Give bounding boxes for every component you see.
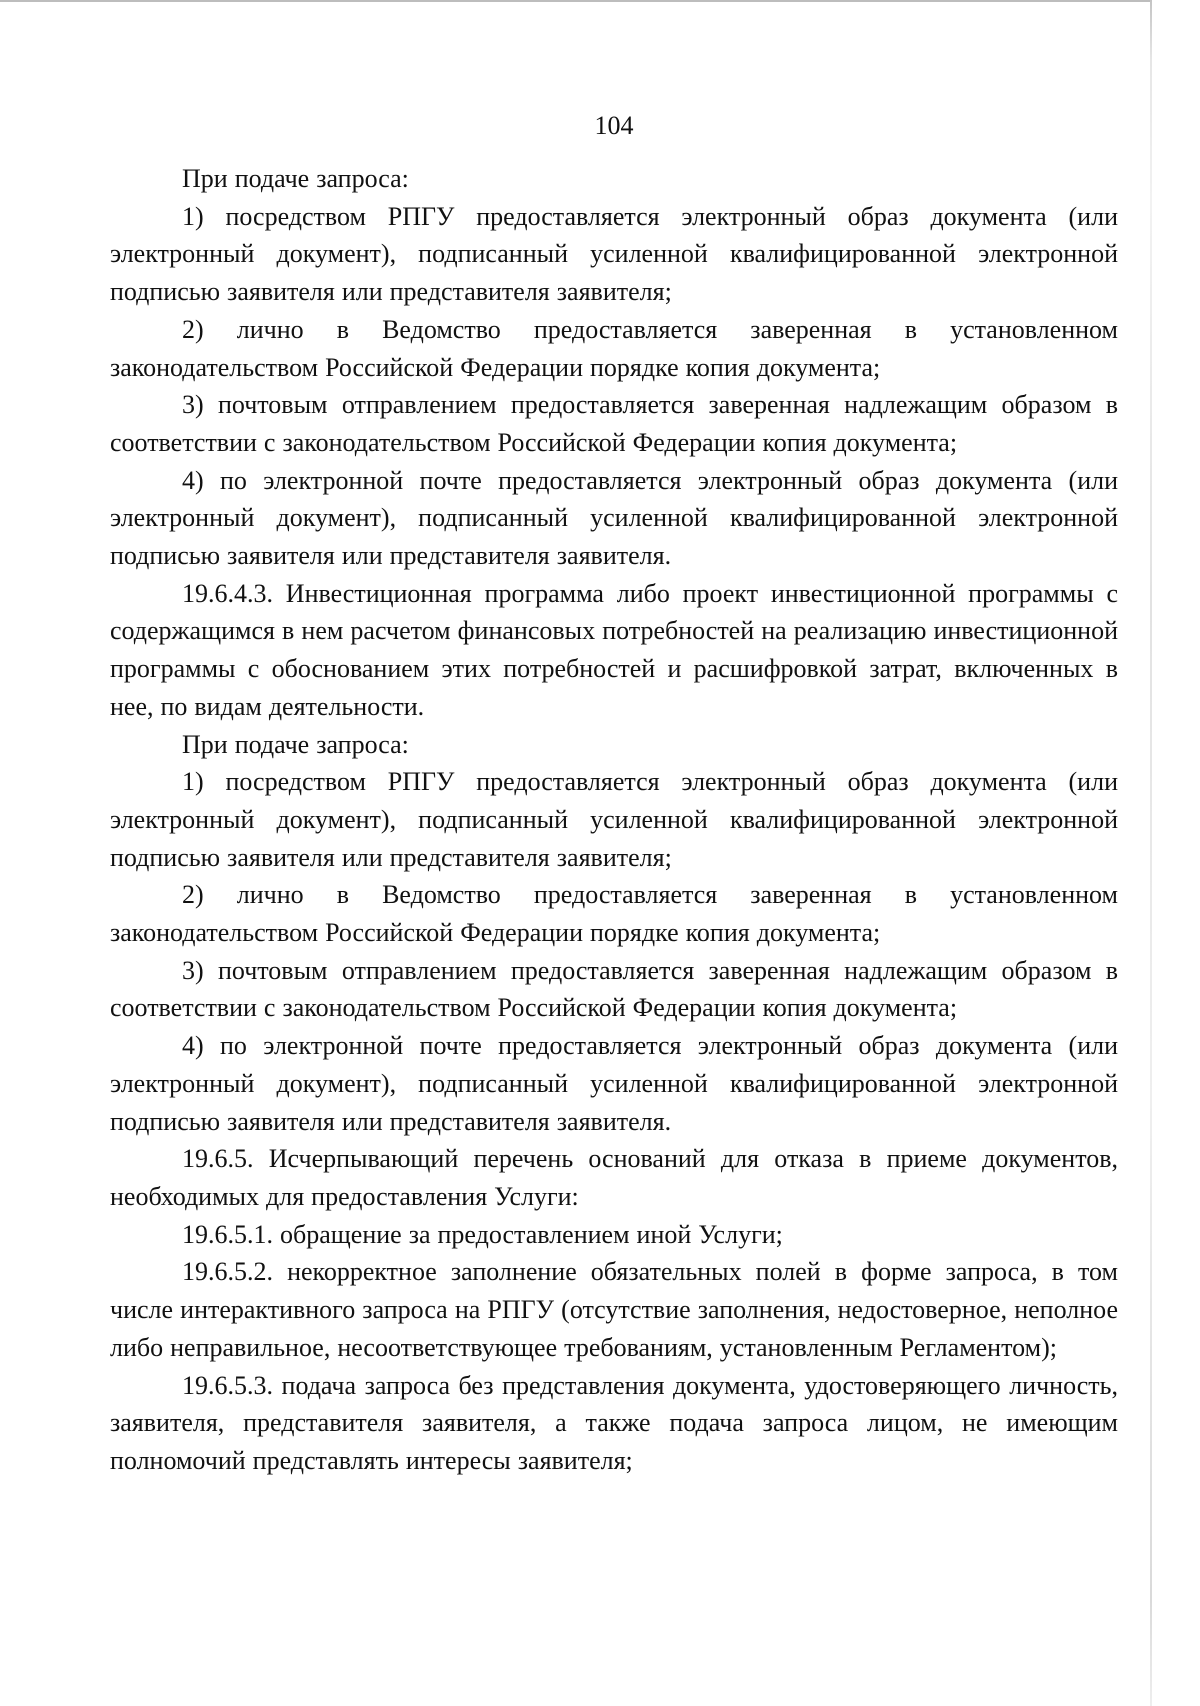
paragraph-19-6-5: 19.6.5. Исчерпывающий перечень оснований для отказа в приеме документов, необходимых для предоставления Услуги: xyxy=(110,1144,1118,1211)
paragraph-item-2-in-person-repeat: 2) лично в Ведомство предоставляется заверенная в установленном законодательством Российской Федерации порядке копия документа; xyxy=(110,880,1118,948)
scan-edge-top xyxy=(0,0,1150,2)
paragraph-item-3-postal-repeat: 3) почтовым отправлением предоставляется заверенная надлежащим образом в соответствии с законодательством Российской Федерации копия документа; xyxy=(110,955,1118,1023)
paragraph-item-3-postal: 3) почтовым отправлением предоставляется заверенная надлежащим образом в соответствии с законодательством Российской Федерации копия документа; xyxy=(110,390,1118,457)
paragraph-item-4-email-repeat: 4) по электронной почте предоставляется электронный образ документа (или электронный документ), подписанный усиленной квалифицированной электронной подписью заявителя или представителя заявителя. xyxy=(110,1031,1118,1136)
paragraph-19-6-5-3: 19.6.5.3. подача запроса без представления документа, удостоверяющего личность, заявителя, представителя заявителя, а также подача запроса лицом, не имеющим полномочий представлять интересы заявителя; xyxy=(110,1370,1118,1475)
paragraph-item-4-email: 4) по электронной почте предоставляется электронный образ документа (или электронный документ), подписанный усиленной квалифицированной электронной подписью заявителя или представителя заявителя. xyxy=(110,465,1118,571)
paragraph-19-6-5-1: 19.6.5.1. обращение за предоставлением иной Услуги; xyxy=(182,1219,783,1249)
paragraph-19-6-5-2: 19.6.5.2. некорректное заполнение обязательных полей в форме запроса, в том числе интерактивного запроса на РПГУ (отсутствие заполнения, недостоверное, неполное либо неправильное, несоответствующее требованиям, установленным Регламентом); xyxy=(110,1257,1118,1362)
paragraph-item-1-rpgu: 1) посредством РПГУ предоставляется электронный образ документа (или электронный документ), подписанный усиленной квалифицированной электронной подписью заявителя или представителя заявителя; xyxy=(110,201,1118,307)
paragraph-submission-intro-2: При подаче запроса: xyxy=(182,729,409,759)
document-page xyxy=(110,108,1118,1480)
paragraph-item-1-rpgu-repeat: 1) посредством РПГУ предоставляется электронный образ документа (или электронный документ), подписанный усиленной квалифицированной электронной подписью заявителя или представителя заявителя; xyxy=(110,767,1118,872)
paragraph-submission-intro-1: При подаче запроса: xyxy=(182,164,409,193)
page-number: 104 xyxy=(594,111,634,140)
paragraph-19-6-4-3: 19.6.4.3. Инвестиционная программа либо проект инвестиционной программы с содержащимся в нем расчетом финансовых потребностей на реализацию инвестиционной программы с обоснованием этих потребностей и расшифровкой затрат, включенных в нее, по видам деятельности. xyxy=(110,578,1118,721)
paragraph-item-2-in-person: 2) лично в Ведомство предоставляется заверенная в установленном законодательством Российской Федерации порядке копия документа; xyxy=(110,314,1118,382)
scan-edge-right xyxy=(1150,0,1152,1706)
